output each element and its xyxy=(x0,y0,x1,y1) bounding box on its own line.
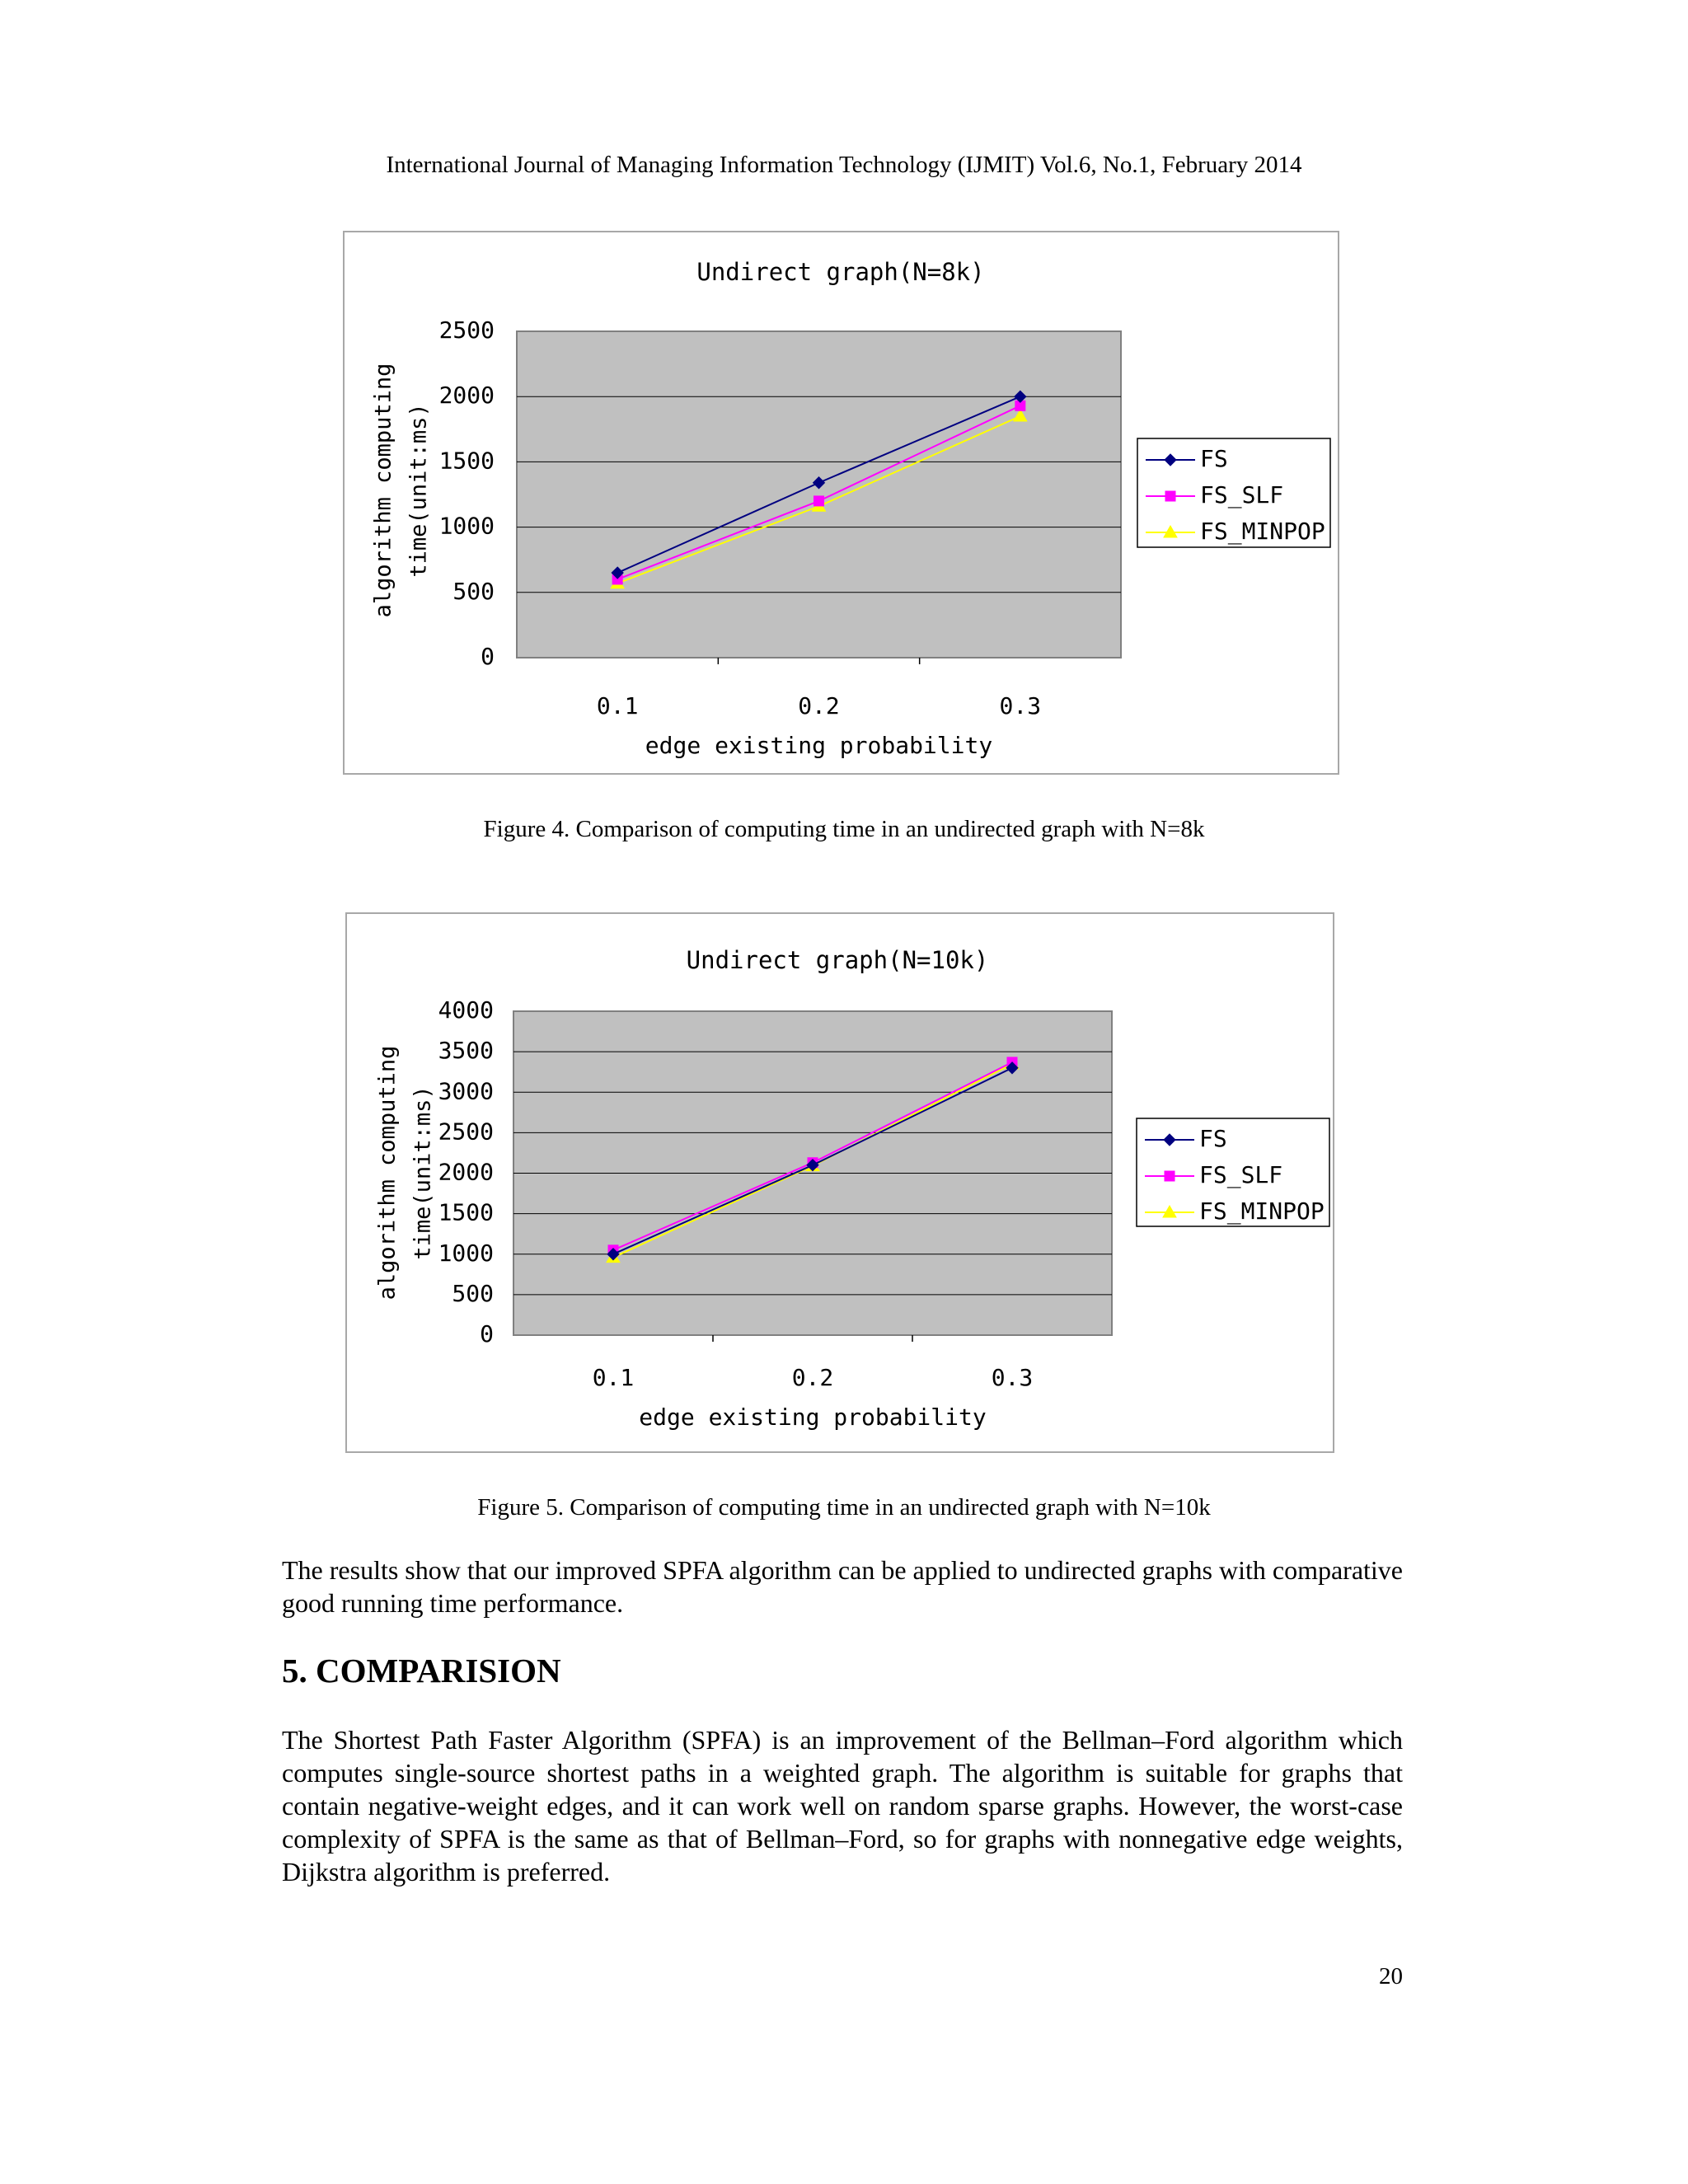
chart4-y-tick-label: 2500 xyxy=(438,316,495,344)
chart5-y-tick-label: 3000 xyxy=(438,1077,494,1105)
chart4-legend-label: FS_SLF xyxy=(1200,481,1284,509)
chart4-y-tick-label: 0 xyxy=(481,643,495,670)
chart4-x-tick-label: 0.2 xyxy=(798,692,840,719)
chart4-y-tick-label: 1000 xyxy=(438,512,495,540)
chart5-y-tick-label: 2000 xyxy=(438,1158,494,1186)
comparison-paragraph xyxy=(282,1723,1403,1888)
chart4-x-tick-label: 0.1 xyxy=(596,692,639,719)
results-paragraph-text: The results show that our improved SPFA algorithm can be applied to undirected graphs with comparative good running time performance. xyxy=(282,1555,1403,1618)
chart5-x-axis-label: edge existing probability xyxy=(639,1404,987,1431)
chart5-y-tick-label: 1000 xyxy=(438,1239,494,1267)
page-number: 20 xyxy=(1379,1963,1403,1990)
chart4-y-axis-label-line-2: time(unit:ms) xyxy=(406,403,432,578)
chart5-y-axis-label-line-1: algorithm computing xyxy=(374,1045,401,1301)
figure-5-caption: Figure 5. Comparison of computing time in an undirected graph with N=10k xyxy=(477,1494,1211,1521)
chart4-legend-label: FS_MINPOP xyxy=(1200,518,1325,545)
figure-5-chart xyxy=(345,912,1334,1453)
figure-4-svg xyxy=(345,232,1338,773)
chart5-x-tick-label: 0.1 xyxy=(592,1364,635,1391)
chart4-point-fs_slf xyxy=(814,496,824,506)
running-header: International Journal of Managing Information Technology (IJMIT) Vol.6, No.1, February 2014 xyxy=(386,152,1302,178)
chart5-legend-label: FS_MINPOP xyxy=(1199,1197,1325,1225)
chart4-y-tick-label: 500 xyxy=(452,577,495,605)
chart4-legend-marker-fs_slf xyxy=(1165,491,1175,501)
chart5-y-tick-label: 4000 xyxy=(438,996,494,1024)
chart5-legend-marker-fs_slf xyxy=(1165,1171,1175,1181)
chart4-plot-area xyxy=(517,331,1121,658)
chart5-x-tick-label: 0.3 xyxy=(991,1364,1034,1391)
chart5-y-axis-label-line-2: time(unit:ms) xyxy=(410,1085,436,1260)
figure-4-chart xyxy=(343,231,1339,775)
section-title: 5. COMPARISION xyxy=(282,1652,561,1690)
chart5-y-tick-label: 1500 xyxy=(438,1198,494,1226)
chart4-x-tick-label: 0.3 xyxy=(999,692,1042,719)
comparison-paragraph-text: The Shortest Path Faster Algorithm (SPFA) is an improvement of the Bellman–Ford algorithm which computes single-source shortest paths in a weighted graph. The algorithm is suitable for graphs that contain negative-weight edges, and it can work well on random sparse graphs. However, the worst-case complexity of SPFA is the same as that of Bellman–Ford, so for graphs with nonnegative edge weights, Dijkstra algorithm is preferred. xyxy=(282,1725,1403,1886)
figure-4-caption: Figure 4. Comparison of computing time in an undirected graph with N=8k xyxy=(483,816,1205,842)
chart4-title: Undirect graph(N=8k) xyxy=(696,258,985,286)
chart5-title: Undirect graph(N=10k) xyxy=(686,946,989,974)
figure-5-svg xyxy=(347,914,1333,1451)
chart5-legend-label: FS xyxy=(1199,1125,1227,1152)
chart4-y-axis-label-line-1: algorithm computing xyxy=(370,363,396,618)
chart5-y-tick-label: 3500 xyxy=(438,1037,494,1065)
chart5-y-tick-label: 2500 xyxy=(438,1118,494,1146)
chart5-x-tick-label: 0.2 xyxy=(791,1364,834,1391)
chart5-legend-label: FS_SLF xyxy=(1199,1161,1283,1188)
chart5-y-tick-label: 500 xyxy=(452,1279,494,1307)
chart4-legend-label: FS xyxy=(1200,445,1228,472)
chart4-x-axis-label: edge existing probability xyxy=(645,732,993,759)
chart4-y-tick-label: 1500 xyxy=(438,447,495,475)
results-paragraph xyxy=(282,1554,1403,1619)
chart4-y-tick-label: 2000 xyxy=(438,382,495,410)
chart5-y-tick-label: 0 xyxy=(480,1320,494,1347)
